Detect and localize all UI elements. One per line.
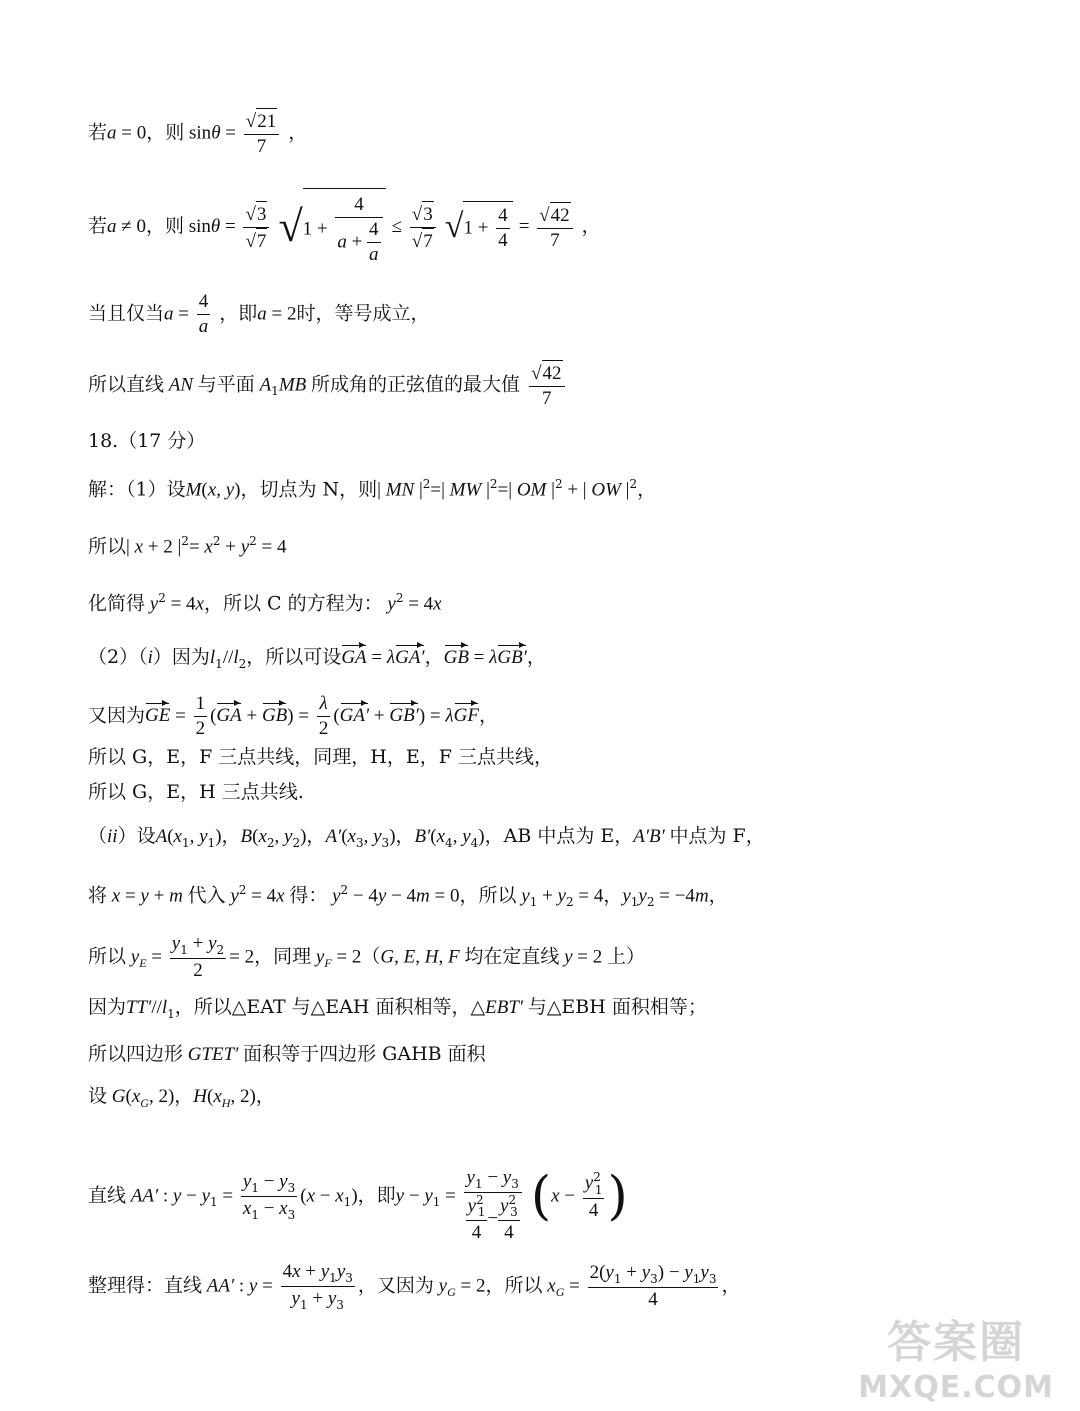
line-4: 所以直线 AN 与平面 $A_1MB$ 所成角的正弦值的最大值 $\frac{√42}{7}$ — [88, 360, 568, 411]
line-1: 若a = 0，则 sinθ = $\frac{√21}{7}$ ， — [88, 108, 307, 159]
line-20: 整理得：直线 AA′ : y = $\frac{4x + y_1y_3}{y_1 + y_3}$ ，又因为 $y_G = 2$，所以 $x_G$ = $\frac{2(y_1 + y_3) - y_1y_3}{4}$ ， — [88, 1261, 741, 1312]
line-14: 将 x = y + m 代入 $y^2 = 4x$ 得： $y^2 - 4y - 4m = 0$，所以 $y_1 + y_2 = 4$，$y_1y_2 = -4m$， — [88, 883, 728, 910]
line-8: 化简得 $y^2 = 4x$，所以 C 的方程为： $y^2 = 4x$ — [88, 591, 442, 615]
line-12: 所以 G，E，H 三点共线. — [88, 781, 304, 803]
line-10: 又因为GE = $\frac{1}{2}$ (GA + GB) = $\frac{\lambda}{2}$ (GA′ + GB′) = λGF， — [88, 693, 498, 739]
line-7: 所以| x + 2 $|^2= x^2 + y^2 = 4$ — [88, 534, 287, 558]
line-6: 解：（1）设M(x, y)，切点为 N，则| MN $|^2=|$ MW $|^2=|$ OM $|^2$ + | OW $|^2$， — [88, 477, 657, 501]
line-19: 直线 AA′ : $y - y_1$ = $\frac{y_1 - y_3}{x_1 - x_3}$ $(x - x_1)$，即$y - y_1$ = $y_1 - y_3$ $\frac{y^2_1}{4}$ − $\frac{y^2_3}{4}$ (x − $\frac{y^2_1}{4}$ ) — [88, 1166, 628, 1243]
line-5-problem-number: 18.（17 分） — [88, 430, 206, 452]
watermark-logo: 答案圈 MXQE.COM — [858, 1317, 1054, 1405]
line-9: （2）（i）因为$l_1//l_2$，所以可设GA = λGA′，GB = λGB′， — [88, 646, 546, 671]
line-17: 所以四边形 GTET′ 面积等于四边形 GAHB 面积 — [88, 1043, 486, 1065]
line-11: 所以 G，E，F 三点共线，同理，H，E，F 三点共线， — [88, 746, 553, 768]
line-13: （ii）设$A(x_1$, $y_1$)，$B(x_2$, $y_2$)，$A'(x_3$, $y_3$)，$B'(x_4$, $y_4$)，AB 中点为 E，A′B′ 中点为 F， — [88, 825, 765, 850]
line-3: 当且仅当a = $\frac{4}{a}$ ，即a = 2时，等号成立， — [88, 291, 430, 337]
line-16: 因为$TT'//l_1$，所以△EAT 与△EAH 面积相等，△EBT′ 与△EBH 面积相等； — [88, 996, 707, 1021]
line-18: 设 $G(x_G$, 2)，$H(x_H$, 2)， — [88, 1085, 275, 1110]
fraction: $\frac{√21}{7}$ — [244, 108, 279, 159]
line-15: 所以 $y_E$ = $\frac{y_1 + y_2}{2}$ = 2，同理 $y_F = 2(G$, E, H, F 均在定直线 y = 2 上） — [88, 933, 646, 981]
line-2: 若a ≠ 0，则 sinθ = $\frac{√3}{√7}$ √1 + 4 a + $\frac{4}{a}$ ≤ $\frac{√3}{√7}$ √1 + $\frac{4}{4}$ = $\frac{√42}{7}$ ， — [88, 188, 601, 266]
